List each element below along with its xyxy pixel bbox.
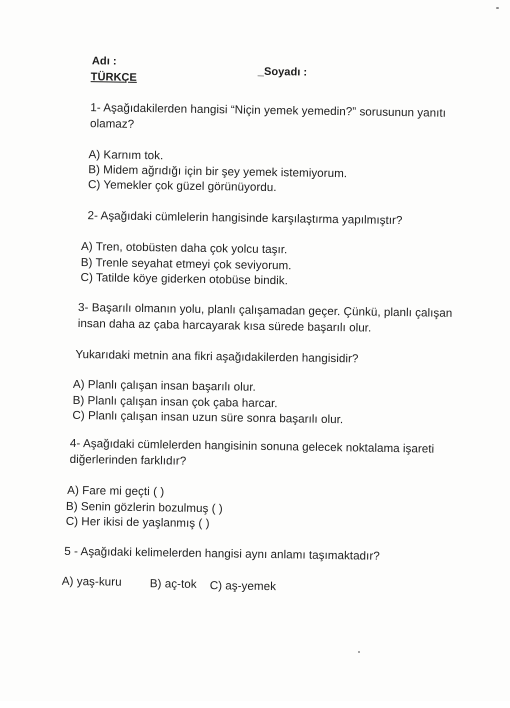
question-3-option-a: A) Planlı çalışan insan başarılı olur. [72,377,256,394]
question-5-option-a: A) yaş-kuru [61,574,122,589]
question-1-text: 1- Aşağıdakilerden hangisi “Niçin yemek yemedin?” sorusunun yanıtı [90,101,447,120]
question-3-option-c: C) Planlı çalışan insan uzun süre sonra başarılı olur. [72,408,344,427]
question-3-text-cont: insan daha az çaba harcayarak kısa sürede başarılı olur. [77,316,372,335]
question-4-option-b: B) Senin gözlerin bozulmuş ( ) [65,499,223,516]
question-1-text-cont: olamaz? [89,117,135,131]
question-3-prompt: Yukarıdaki metnin ana fikri aşağıdakilerden hangisidir? [75,347,359,366]
question-2-option-a: A) Tren, otobüsten daha çok yolcu taşır. [80,240,288,257]
question-1-option-a: A) Karnım tok. [88,148,164,163]
question-4-text-cont: diğerlerinden farklıdır? [69,452,187,468]
question-3-option-b: B) Planlı çalışan insan çok çaba harcar. [72,393,278,411]
question-2-option-b: B) Trenle seyahat etmeyi çok seviyorum. [80,256,292,273]
question-5-text: 5 - Aşağıdaki kelimelerden hangisi aynı anlamı taşımaktadır? [64,544,380,563]
question-5-option-b: B) aç-tok [149,577,197,591]
scan-speck [358,651,360,653]
name-label: Adı : [91,55,117,68]
question-4-text: 4- Aşağıdaki cümlelerden hangisinin sonuna gelecek noktalama işareti [69,436,435,456]
question-4-option-a: A) Fare mi geçti ( ) [67,483,165,499]
question-5-option-c: C) aş-yemek [209,579,277,594]
question-1-option-b: B) Midem ağrıdığı için bir şey yemek istemiyorum. [88,163,348,181]
scan-speck [496,7,499,9]
question-3-text: 3- Başarılı olmanın yolu, planlı çalışamadan geçer. Çünkü, planlı çalışan [78,301,453,320]
question-4-option-c: C) Her ikisi de yaşlanmış ( ) [65,514,210,531]
surname-label: _Soyadı : [257,65,308,79]
question-2-text: 2- Aşağıdaki cümlelerin hangisinde karşılaştırma yapılmıştır? [87,209,403,228]
subject-title: TÜRKÇE [90,71,137,84]
question-1-option-c: C) Yemekler çok güzel görünüyordu. [87,178,277,195]
question-2-option-c: C) Tatilde köye giderken otobüse bindik. [80,271,289,288]
